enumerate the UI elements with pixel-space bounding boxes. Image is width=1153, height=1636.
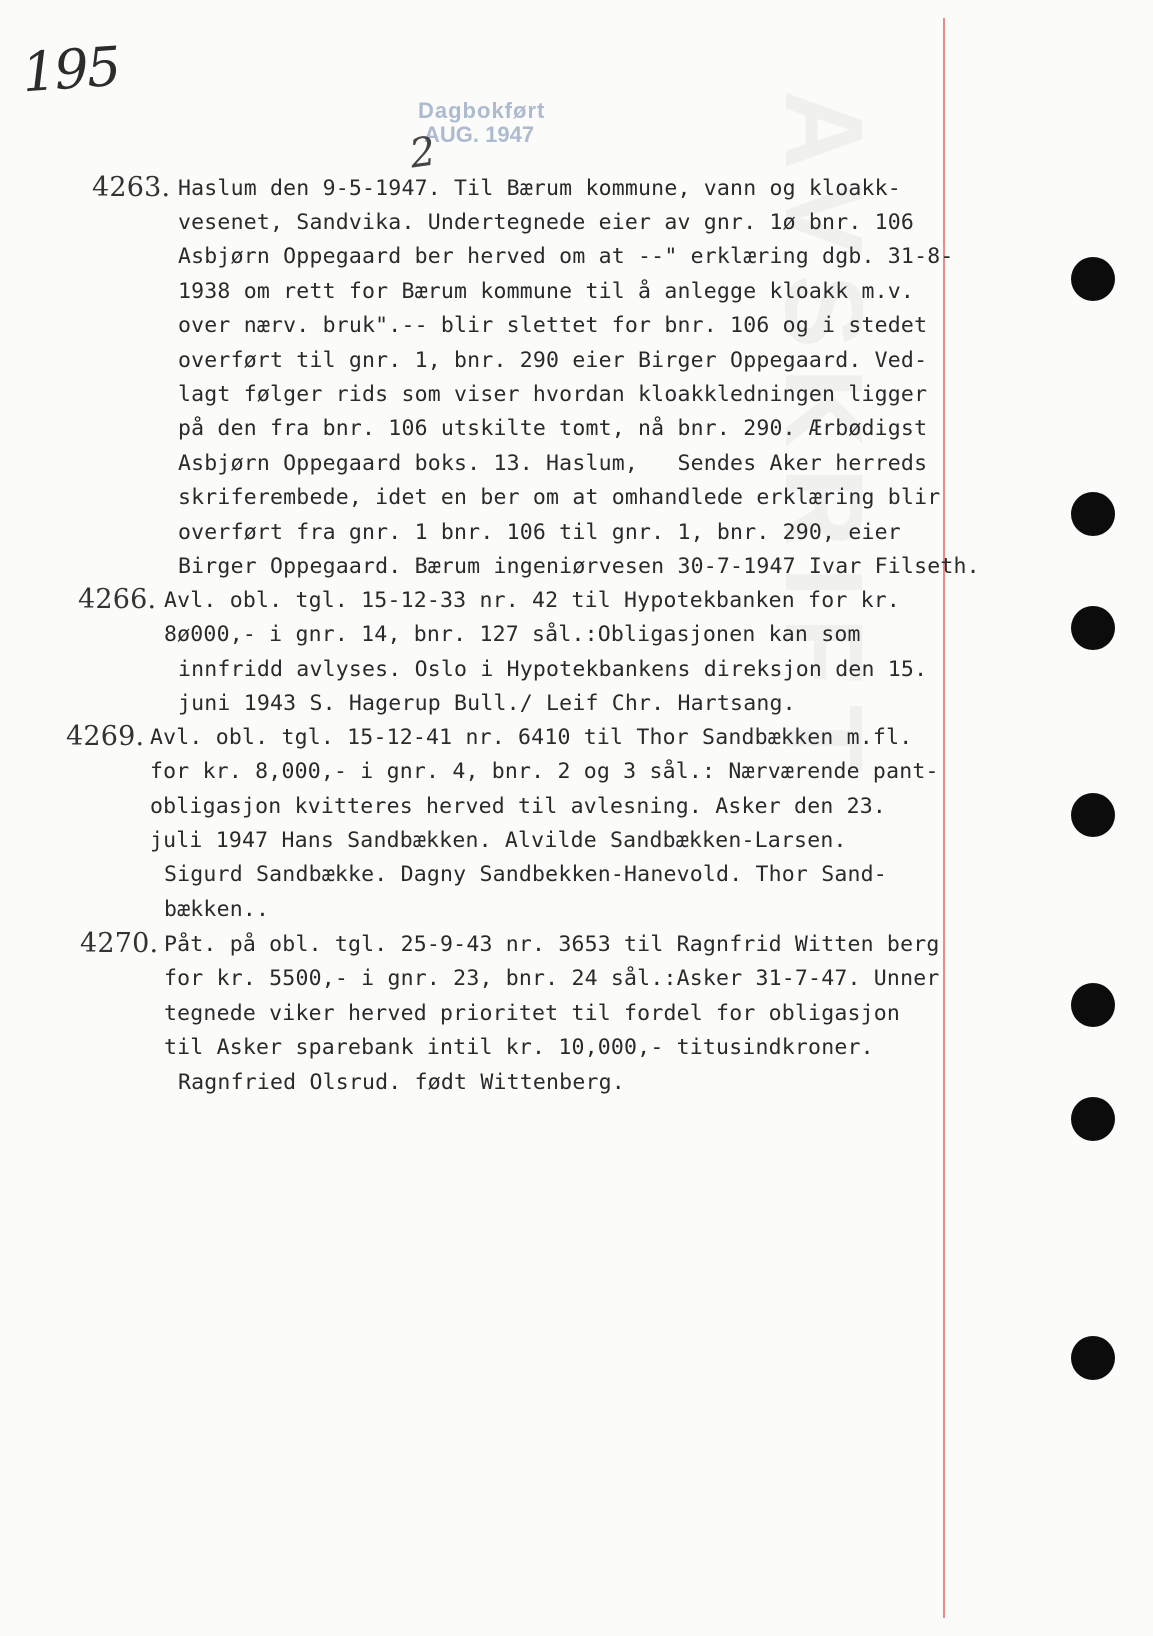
entry-line: Asbjørn Oppegaard boks. 13. Haslum, Sendes Aker herreds [178, 451, 928, 476]
entry-line: bækken.. [164, 897, 270, 922]
entry-line: Haslum den 9-5-1947. Til Bærum kommune, vann og kloakk- [178, 176, 901, 201]
entry-line: Påt. på obl. tgl. 25-9-43 nr. 3653 til Ragnfrid Witten berg [164, 932, 940, 957]
entry-line: 8ø000,- i gnr. 14, bnr. 127 sål.:Obligasjonen kan som [164, 622, 861, 647]
punch-hole-icon [1071, 606, 1115, 650]
entry-line: lagt følger rids som viser hvordan kloakkledningen ligger [178, 382, 928, 407]
entry-line: tegnede viker herved prioritet til fordel for obligasjon [164, 1001, 901, 1026]
handwritten-day: 2 [406, 128, 439, 178]
entry-line: til Asker sparebank intil kr. 10,000,- titusindkroner. [164, 1035, 874, 1060]
entry-line: Ragnfried Olsrud. født Wittenberg. [178, 1070, 625, 1095]
entry-line: Avl. obl. tgl. 15-12-41 nr. 6410 til Thor Sandbækken m.fl. [150, 725, 913, 750]
stamp-date: AUG. 1947 [424, 122, 535, 147]
entry-line: juli 1947 Hans Sandbækken. Alvilde Sandbækken-Larsen. [150, 828, 847, 853]
entry-line: juni 1943 S. Hagerup Bull./ Leif Chr. Hartsang. [178, 691, 796, 716]
punch-hole-icon [1071, 257, 1115, 301]
entry-line: vesenet, Sandvika. Undertegnede eier av gnr. 1ø bnr. 106 [178, 210, 915, 235]
entry-number: 4270. [80, 928, 159, 959]
punch-hole-icon [1071, 1097, 1115, 1141]
entry-line: for kr. 5500,- i gnr. 23, bnr. 24 sål.:Asker 31-7-47. Unner [164, 966, 940, 991]
entry-line: for kr. 8,000,- i gnr. 4, bnr. 2 og 3 sål.: Nærværende pant- [150, 759, 939, 784]
entry-line: over nærv. bruk".-- blir slettet for bnr. 106 og i stedet [178, 313, 928, 338]
entry-line: på den fra bnr. 106 utskilte tomt, nå bnr. 290. Ærbødigst [178, 416, 928, 441]
entry-line: Asbjørn Oppegaard ber herved om at --" erklæring dgb. 31-8- [178, 244, 954, 269]
entry-line: innfridd avlyses. Oslo i Hypotekbankens direksjon den 15. [178, 657, 928, 682]
stamp-text: Dagbokført [418, 98, 546, 123]
punch-hole-icon [1071, 492, 1115, 536]
entry-line: overført fra gnr. 1 bnr. 106 til gnr. 1, bnr. 290, eier [178, 520, 901, 545]
watermark: AVSKRIFT [762, 90, 885, 792]
entry-line: Sigurd Sandbække. Dagny Sandbekken-Hanevold. Thor Sand- [164, 862, 887, 887]
entry-line: Avl. obl. tgl. 15-12-33 nr. 42 til Hypotekbanken for kr. [164, 588, 901, 613]
punch-hole-icon [1071, 1336, 1115, 1380]
entry-line: 1938 om rett for Bærum kommune til å anlegge kloakk m.v. [178, 279, 915, 304]
entry-number: 4269. [66, 721, 145, 752]
entry-number: 4266. [78, 584, 157, 615]
entry-line: skriferembede, idet en ber om at omhandlede erklæring blir [178, 485, 941, 510]
entry-line: overført til gnr. 1, bnr. 290 eier Birger Oppegaard. Ved- [178, 348, 928, 373]
punch-hole-icon [1071, 983, 1115, 1027]
punch-hole-icon [1071, 793, 1115, 837]
entry-line: Birger Oppegaard. Bærum ingeniørvesen 30-7-1947 Ivar Filseth. [178, 554, 980, 579]
page-number: 195 [19, 34, 122, 105]
entry-line: obligasjon kvitteres herved til avlesning. Asker den 23. [150, 794, 887, 819]
entry-number: 4263. [92, 172, 171, 203]
registration-stamp [418, 98, 545, 148]
